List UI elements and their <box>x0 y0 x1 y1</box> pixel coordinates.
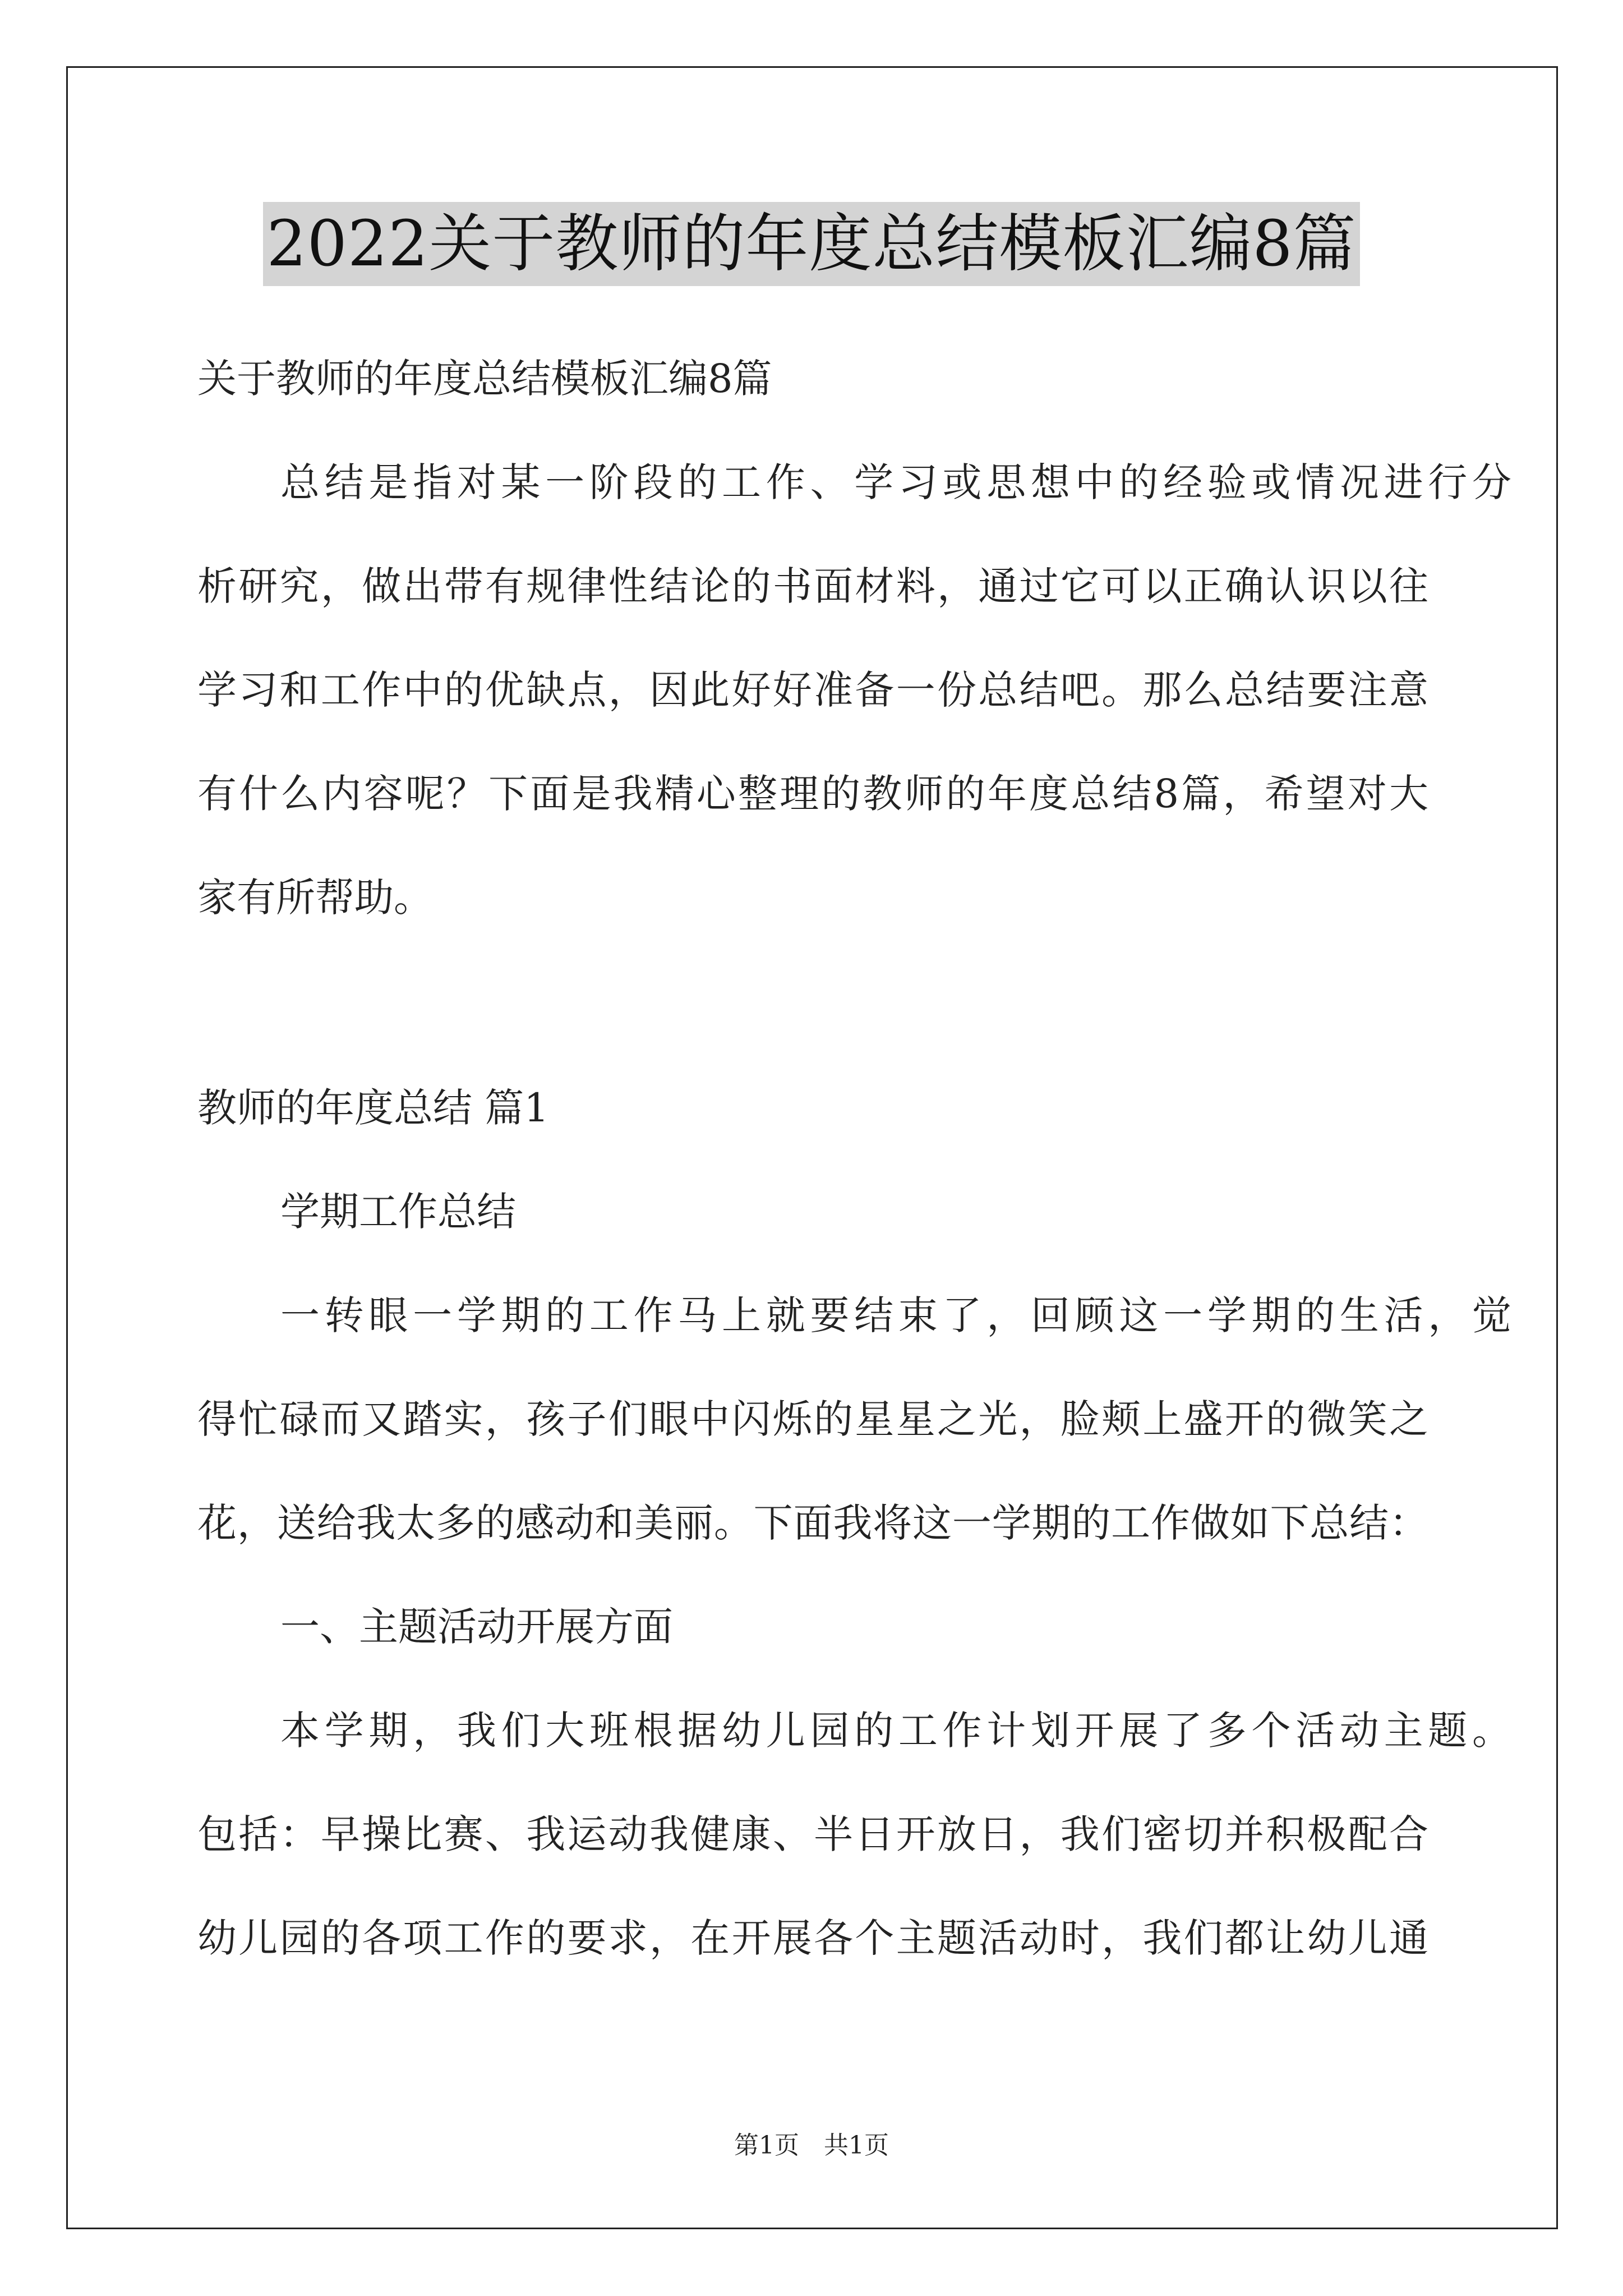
document-title: 2022关于教师的年度总结模板汇编8篇 <box>263 202 1359 286</box>
paragraph-line: 包括：早操比赛、我运动我健康、半日开放日，我们密切并积极配合 <box>197 1811 1428 1857</box>
list-heading: 一、主题活动开展方面 <box>280 1604 673 1650</box>
page-footer: 第1页 共1页 <box>734 2131 889 2160</box>
paragraph-line: 有什么内容呢？下面是我精心整理的教师的年度总结8篇，希望对大 <box>197 771 1428 817</box>
paragraph-line: 本学期，我们大班根据幼儿园的工作计划开展了多个活动主题。 <box>280 1708 1511 1754</box>
section-heading: 教师的年度总结 篇1 <box>197 1085 549 1131</box>
paragraph-line: 花，送给我太多的感动和美丽。下面我将这一学期的工作做如下总结： <box>197 1500 1428 1546</box>
paragraph-line: 家有所帮助。 <box>197 875 433 921</box>
section-subheading: 学期工作总结 <box>280 1189 516 1235</box>
paragraph-line: 幼儿园的各项工作的要求，在开展各个主题活动时，我们都让幼儿通 <box>197 1915 1428 1961</box>
paragraph-line: 总结是指对某一阶段的工作、学习或思想中的经验或情况进行分 <box>280 459 1511 505</box>
paragraph-line: 析研究，做出带有规律性结论的书面材料，通过它可以正确认识以往 <box>197 563 1428 609</box>
paragraph-line: 得忙碌而又踏实，孩子们眼中闪烁的星星之光，脸颊上盛开的微笑之 <box>197 1396 1428 1442</box>
paragraph-line: 一转眼一学期的工作马上就要结束了，回顾这一学期的生活，觉 <box>280 1292 1511 1338</box>
paragraph-line: 学习和工作中的优缺点，因此好好准备一份总结吧。那么总结要注意 <box>197 667 1428 713</box>
subtitle-line: 关于教师的年度总结模板汇编8篇 <box>197 356 772 402</box>
title-container <box>0 202 1623 286</box>
